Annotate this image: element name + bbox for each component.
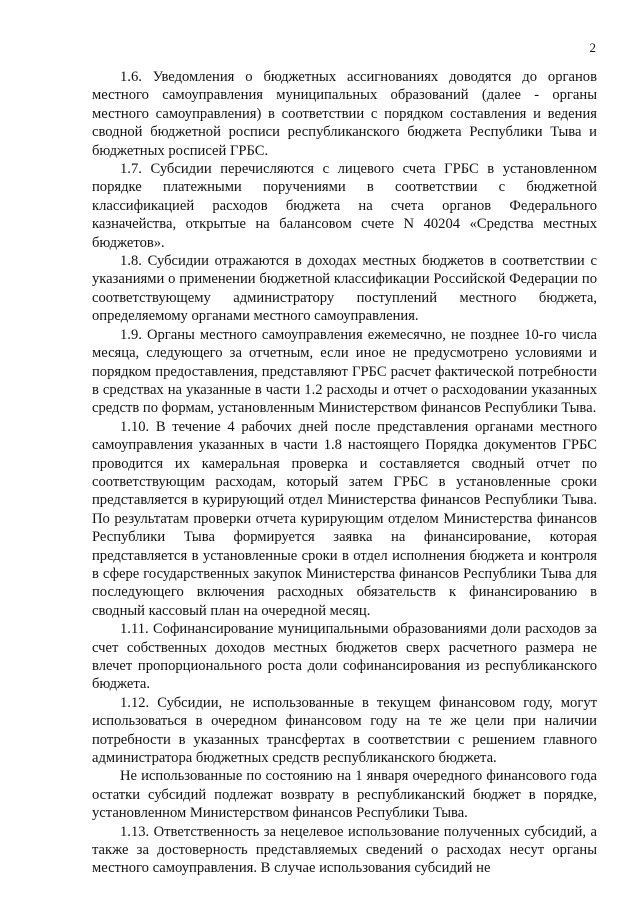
paragraph-1-8: 1.8. Субсидии отражаются в доходах местных бюджетов в соответствии с указаниями о применении бюджетной классификации Российской Федерации по соответствующему администратору поступлений местного бюджета, определяемому органами местного самоуправления.: [92, 253, 597, 325]
paragraph-1-11: 1.11. Софинансирование муниципальными образованиями доли расходов за счет собственных доходов местных бюджетов сверх расчетного размера не влечет пропорционального роста доли софинансирования из республиканского бюджета.: [92, 621, 597, 693]
paragraph-1-10: 1.10. В течение 4 рабочих дней после представления органами местного самоуправления указанных в части 1.8 настоящего Порядка документов ГРБС проводится их камеральная проверка и составляется сводный отчет по соответствующим расходам, который затем ГРБС в установленные сроки представляется в курирующий отдел Министерства финансов Республики Тыва. По результатам проверки отчета курирующим отделом Министерства финансов Республики Тыва формируется заявка на финансирование, которая представляется в установленные сроки в отдел исполнения бюджета и контроля в сфере государственных закупок Министерства финансов Республики Тыва для последующего включения расходных обязательств к финансированию в сводный кассовый план на очередной месяц.: [92, 418, 597, 619]
paragraph-1-6: 1.6. Уведомления о бюджетных ассигнованиях доводятся до органов местного самоуправления муниципальных образований (далее - органы местного самоуправления) в соответствии с порядком составления и ведения сводной бюджетной росписи республиканского бюджета Республики Тыва и бюджетных росписей ГРБС.: [92, 69, 597, 159]
document-body: [92, 68, 597, 878]
paragraph-1-7: 1.7. Субсидии перечисляются с лицевого счета ГРБС в установленном порядке платежными поручениями в соответствии с бюджетной классификацией расходов бюджета на счета органов Федерального казначейства, открытые на балансовом счете N 40204 «Средства местных бюджетов».: [92, 161, 597, 251]
page-number: 2: [589, 40, 596, 55]
paragraph-1-9: 1.9. Органы местного самоуправления ежемесячно, не позднее 10-го числа месяца, следующего за отчетным, если иное не предусмотрено условиями и порядком предоставления, представляют ГРБС расчет фактической потребности в средствах на указанные в части 1.2 расходы и отчет о расходовании указанных средств по формам, установленным Министерством финансов Республики Тыва.: [92, 326, 597, 417]
paragraph-1-12: 1.12. Субсидии, не использованные в текущем финансовом году, могут использоваться в очередном финансовом году на те же цели при наличии потребности в указанных трансфертах в соответствии с решением главного администратора бюджетных средств республиканского бюджета.: [92, 694, 597, 767]
paragraph-unused-balances: Не использованные по состоянию на 1 января очередного финансового года остатки субсидий подлежат возврату в республиканский бюджет в порядке, установленном Министерством финансов Республики Тыва.: [92, 768, 597, 822]
paragraph-1-13: 1.13. Ответственность за нецелевое использование полученных субсидий, а также за достоверность представляемых сведений о расходах несут органы местного самоуправления. В случае использования субсидий не: [92, 823, 597, 877]
